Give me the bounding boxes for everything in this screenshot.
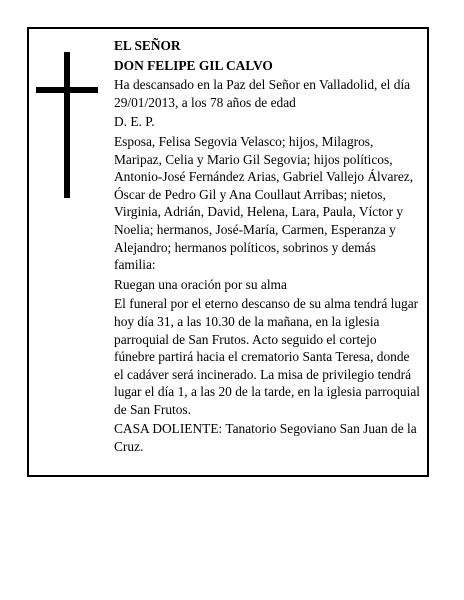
funeral-details: El funeral por el eterno descanso de su alma tendrá lugar hoy día 31, a las 10.30 de la mañana, en la iglesia parroquial de San Frutos. Acto seguido el cortejo fúnebre partirá hacia el crematorio Santa Teresa, donde el cadáver será incinerado. La misa de privilegio tendrá lugar el día 1, a las 20 de la tarde, en la iglesia parroquial de San Frutos. — [114, 296, 421, 417]
cross-vertical-bar — [64, 52, 70, 198]
notice-text — [114, 37, 420, 458]
deceased-name: DON FELIPE GIL CALVO — [114, 57, 273, 73]
mourning-house: CASA DOLIENTE: Tanatorio Segoviano San Juan de la Cruz. — [114, 421, 417, 455]
notice-heading-title: EL SEÑOR — [114, 38, 181, 53]
dep-abbreviation: D. E. P. — [114, 114, 155, 130]
death-statement: Ha descansado en la Paz del Señor en Valladolid, el día 29/01/2013, a los 78 años de edad — [114, 77, 411, 110]
cross-horizontal-bar — [36, 87, 98, 93]
cross-icon — [36, 52, 98, 198]
prayer-request: Ruegan una oración por su alma — [114, 276, 287, 292]
family-list: Esposa, Felisa Segovia Velasco; hijos, Milagros, Maripaz, Celia y Mario Gil Segovia; hijos políticos, Antonio-José Fernández Arias, Gabriel Vallejo Álvarez, Óscar de Pedro Gil y Ana Coullaut Arribas; nietos, Virginia, Adrián, David, Helena, Lara, Paula, Víctor y Noelia; hermanos, José-María, Carmen, Esperanza y Alejandro; hermanos políticos, sobrinos y demás familia: — [114, 133, 414, 273]
